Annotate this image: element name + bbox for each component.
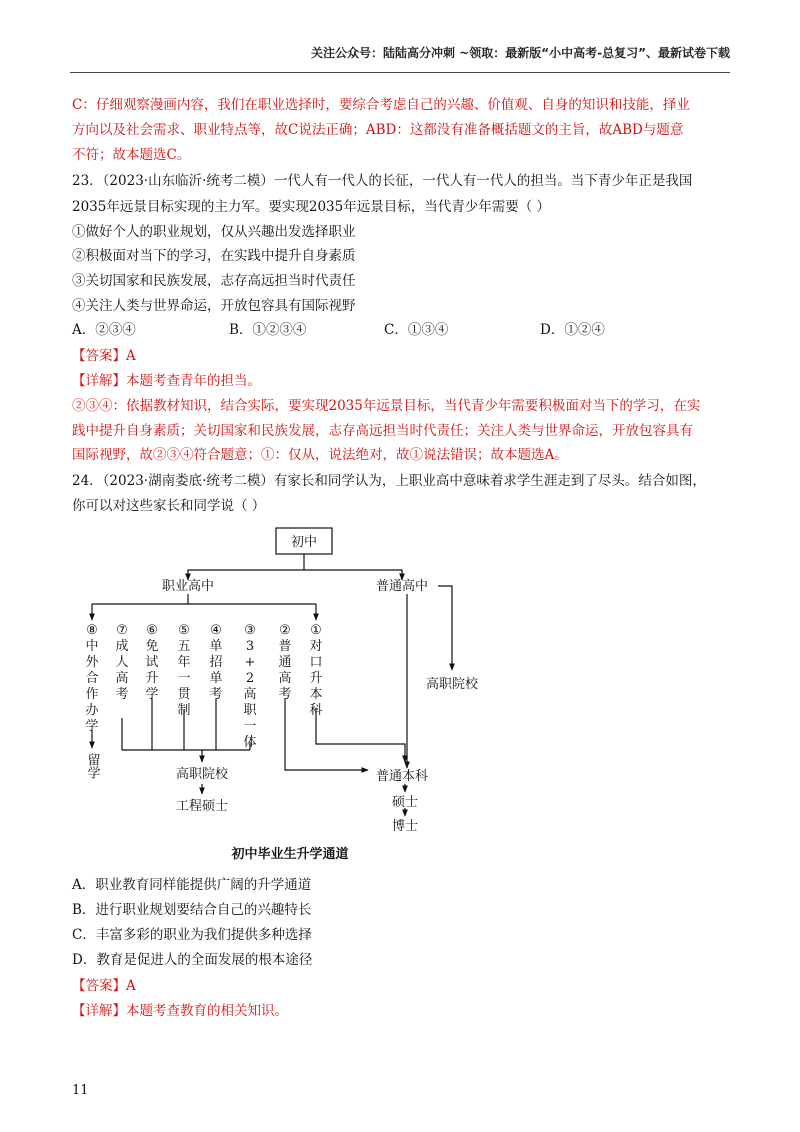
svg-text:⑧: ⑧: [86, 623, 98, 638]
prev-answer-line-3: 不符；故本题选C。: [72, 147, 191, 163]
svg-text:普: 普: [278, 639, 292, 654]
page-header: 关注公众号：陆陆高分冲刺 ~领取：最新版“小中高考-总复习”、最新试卷下载: [311, 46, 730, 60]
diagram-doctor: 博士: [391, 819, 419, 834]
svg-text:外: 外: [85, 655, 99, 670]
svg-text:3: 3: [245, 639, 255, 654]
q23-stem-line-2: 2035年远景目标实现的主力军。要实现2035年远景目标，当代青少年需要（ ）: [72, 199, 551, 215]
svg-text:五: 五: [177, 639, 191, 654]
svg-text:③: ③: [244, 623, 256, 638]
svg-text:贯: 贯: [177, 687, 191, 702]
diagram-branch-4: [177, 623, 191, 718]
prev-answer-line-2: 方向以及社会需求、职业特点等，故C说法正确；ABD：这都没有准备概括题文的主旨，故ABD与题意: [72, 122, 684, 138]
q23-answer: 【答案】A: [72, 348, 136, 364]
svg-text:成: 成: [115, 639, 129, 654]
q23-item-1: ①做好个人的职业规划，仅从兴趣出发选择职业: [72, 224, 356, 240]
svg-text:体: 体: [243, 735, 257, 750]
diagram-branch-6: [243, 623, 257, 750]
header-divider: [70, 72, 730, 73]
svg-text:试: 试: [145, 655, 159, 670]
q24-option-b: B．进行职业规划要结合自己的兴趣特长: [72, 902, 312, 918]
svg-text:学: 学: [145, 687, 159, 702]
svg-text:升: 升: [309, 671, 323, 686]
svg-text:高: 高: [243, 687, 257, 702]
svg-text:作: 作: [85, 687, 99, 702]
svg-text:升: 升: [145, 671, 159, 686]
q23-item-4: ④关注人类与世界命运，开放包容具有国际视野: [72, 298, 356, 314]
svg-text:对: 对: [309, 639, 323, 654]
svg-text:②: ②: [279, 623, 291, 638]
diagram-higher-voc-right: 高职院校: [425, 677, 479, 692]
svg-text:一: 一: [177, 671, 191, 686]
q24-stem-line-2: 你可以对这些家长和同学说（ ）: [72, 498, 266, 514]
diagram-eng-master: 工程硕士: [175, 799, 229, 814]
svg-text:一: 一: [243, 719, 257, 734]
q23-detail: 【详解】本题考查青年的担当。: [72, 373, 261, 389]
svg-text:办: 办: [85, 703, 99, 718]
diagram-higher-voc: 高职院校: [175, 767, 229, 782]
diagram-branch-1: [85, 623, 99, 734]
svg-text:科: 科: [309, 703, 323, 718]
q24-option-c: C．丰富多彩的职业为我们提供多种选择: [72, 927, 312, 943]
diagram-caption: 初中毕业生升学通道: [231, 847, 349, 862]
q23-option-d: D．①②④: [540, 322, 605, 338]
svg-text:人: 人: [115, 655, 129, 670]
diagram-undergrad: 普通本科: [375, 769, 429, 784]
svg-text:单: 单: [209, 639, 223, 654]
page-number: 11: [72, 1083, 89, 1098]
q23-option-b: B．①②③④: [229, 322, 307, 338]
svg-text:①: ①: [310, 623, 322, 638]
q23-item-3: ③关切国家和民族发展，志存高远担当时代责任: [72, 273, 356, 289]
q24-detail: 【详解】本题考查教育的相关知识。: [72, 1003, 288, 1019]
svg-text:⑦: ⑦: [116, 623, 128, 638]
svg-text:考: 考: [278, 687, 292, 702]
svg-text:④: ④: [210, 623, 222, 638]
svg-text:中: 中: [85, 639, 99, 654]
diagram-branch-2: [115, 623, 128, 702]
q23-analysis-line-1: ②③④：依据教材知识，结合实际，要实现2035年远景目标，当代青少年需要积极面对当下的学习，在实: [72, 398, 701, 414]
svg-text:合: 合: [85, 671, 99, 686]
q23-option-a: A．②③④: [72, 322, 136, 338]
q24-option-a: A．职业教育同样能提供广阔的升学通道: [72, 877, 312, 893]
diagram-master: 硕士: [391, 795, 419, 810]
svg-text:通: 通: [278, 655, 292, 670]
diagram-branch-3: [145, 623, 158, 702]
svg-text:口: 口: [309, 655, 323, 670]
q24-stem-line-1: 24．（2023·湖南娄底·统考二模）有家长和同学认为，上职业高中意味着求学生涯走到了尽头。结合如图，: [72, 473, 706, 489]
q23-option-c: C．①③④: [384, 322, 449, 338]
svg-text:职: 职: [243, 703, 257, 718]
svg-text:学: 学: [85, 719, 99, 734]
diagram-top: 初中: [290, 535, 318, 550]
svg-text:年: 年: [177, 655, 191, 670]
education-pathway-diagram: [72, 522, 492, 862]
prev-answer-line-1: C：仔细观察漫画内容，我们在职业选择时，要综合考虑自己的兴趣、价值观、自身的知识和技能，择业: [72, 97, 690, 113]
q23-item-2: ②积极面对当下的学习，在实践中提升自身素质: [72, 248, 356, 264]
q24-answer: 【答案】A: [72, 978, 136, 994]
svg-text:制: 制: [177, 703, 191, 718]
svg-text:+: +: [244, 655, 256, 670]
svg-text:免: 免: [145, 639, 159, 654]
diagram-general: 普通高中: [375, 579, 429, 594]
svg-text:高: 高: [115, 671, 129, 686]
svg-text:考: 考: [209, 687, 223, 702]
diagram-branch-7: [278, 623, 291, 702]
svg-text:招: 招: [209, 655, 223, 670]
diagram-study-abroad: 留学: [84, 753, 100, 779]
q23-analysis-line-2: 践中提升自身素质；关切国家和民族发展，志存高远担当时代责任；关注人类与世界命运，开放包容具有: [72, 423, 693, 439]
svg-text:⑥: ⑥: [146, 623, 158, 638]
svg-text:单: 单: [209, 671, 223, 686]
svg-text:2: 2: [245, 671, 255, 686]
diagram-branch-8: [309, 623, 322, 718]
svg-text:本: 本: [309, 687, 323, 702]
diagram-vocational: 职业高中: [161, 579, 215, 594]
svg-text:高: 高: [278, 671, 292, 686]
q23-stem-line-1: 23．（2023·山东临沂·统考二模）一代人有一代人的长征，一代人有一代人的担当。当下青少年正是我国: [72, 173, 693, 189]
svg-text:考: 考: [115, 687, 129, 702]
diagram-branch-5: [209, 623, 222, 702]
q24-option-d: D．教育是促进人的全面发展的根本途径: [72, 952, 313, 968]
q23-analysis-line-3: 国际视野，故②③④符合题意；①：仅从，说法绝对，故①说法错误；故本题选A。: [72, 447, 568, 463]
svg-text:⑤: ⑤: [178, 623, 190, 638]
